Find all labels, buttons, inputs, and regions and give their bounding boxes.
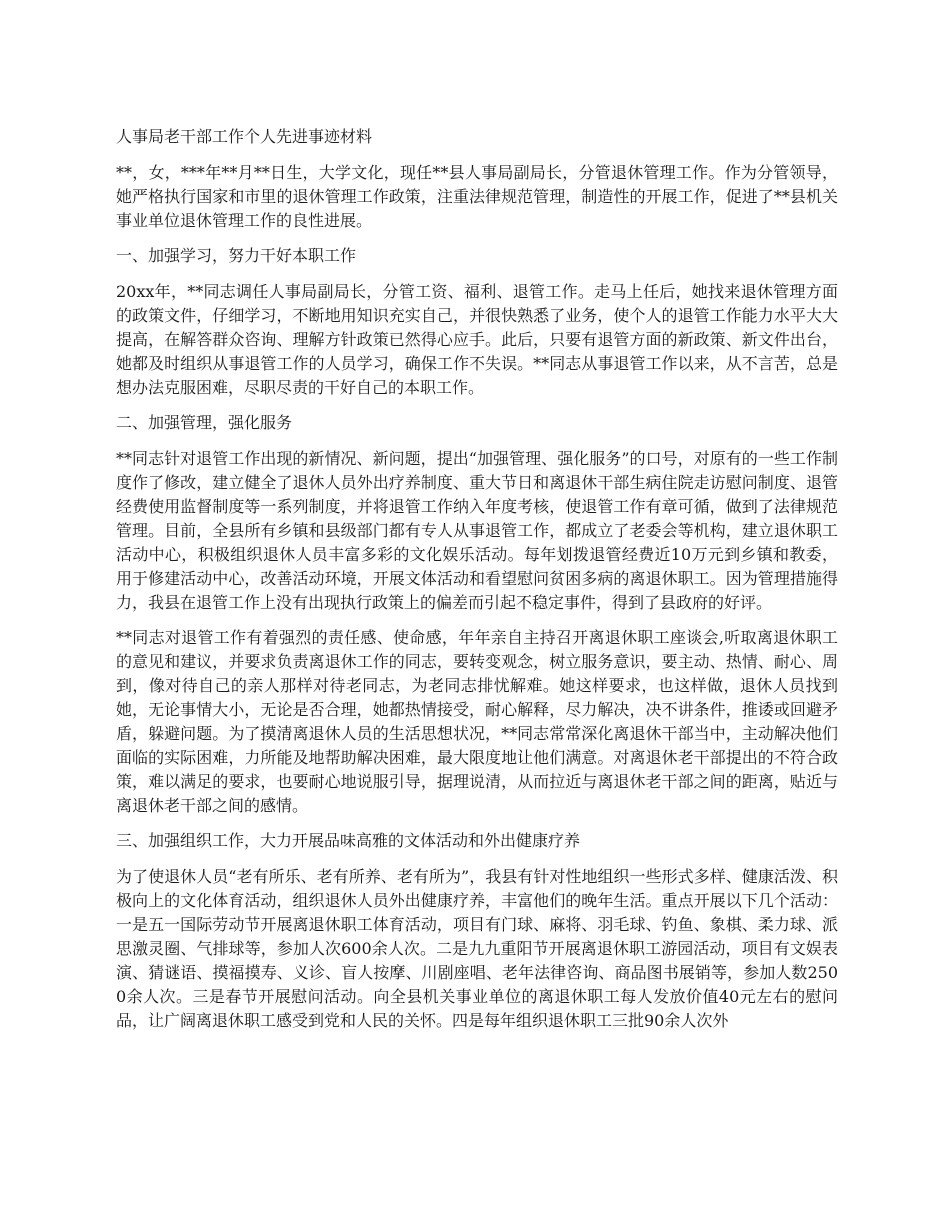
section-2-paragraph-1: **同志针对退管工作出现的新情况、新问题，提出“加强管理、强化服务”的口号，对原有的一些工作制度作了修改，建立健全了退休人员外出疗养制度、重大节日和离退休干部生病住院走访慰问制度、退管经费使用监督制度等一系列制度，并将退管工作纳入年度考核，使退管工作有章可循，做到了法律规范管理。目前，全县所有乡镇和县级部门都有专人从事退管工作，都成立了老委会等机构，建立退休职工活动中心，积极组织退休人员丰富多彩的文化娱乐活动。每年划拨退管经费近10万元到乡镇和教委，用于修建活动中心，改善活动环境，开展文体活动和看望慰问贫困多病的离退休职工。因为管理措施得力，我县在退管工作上没有出现执行政策上的偏差而引起不稳定事件，得到了县政府的好评。 xyxy=(116,449,838,612)
document-title: 人事局老干部工作个人先进事迹材料 xyxy=(116,127,373,146)
section-heading-1: 一、加强学习，努力干好本职工作 xyxy=(116,246,357,265)
intro-paragraph: **，女，***年**月**日生，大学文化，现任**县人事局副局长，分管退休管理工作。作为分管领导，她严格执行国家和市里的退休管理工作政策，注重法律规范管理，制造性的开展工作，促进了**县机关事业单位退休管理工作的良性进展。 xyxy=(116,163,838,230)
section-heading-2: 二、加强管理，强化服务 xyxy=(116,413,293,432)
section-2-paragraph-2: **同志对退管工作有着强烈的责任感、使命感，年年亲自主持召开离退休职工座谈会,听取离退休职工的意见和建议，并要求负责离退休工作的同志，要转变观念，树立服务意识，要主动、热情、耐心、周到，像对待自己的亲人那样对待老同志，为老同志排忧解难。她这样要求，也这样做，退休人员找到她，无论事情大小，无论是否合理，她都热情接受，耐心解释，尽力解决，决不讲条件，推诿或回避矛盾，躲避问题。为了摸清离退休人员的生活思想状况，**同志常常深化离退休干部当中，主动解决他们面临的实际困难，力所能及地帮助解决困难，最大限度地让他们满意。对离退休老干部提出的不符合政策，难以满足的要求，也要耐心地说服引导，据理说清，从而拉近与离退休老干部之间的距离，贴近与离退休老干部之间的感情。 xyxy=(116,628,838,815)
document-page xyxy=(116,125,838,1044)
section-1-paragraph: 20xx年，**同志调任人事局副局长，分管工资、福利、退管工作。走马上任后，她找来退休管理方面的政策文件，仔细学习，不断地用知识充实自己，并很快熟悉了业务，使个人的退管工作能力水平大大提高，在解答群众咨询、理解方针政策已然得心应手。此后，只要有退管方面的新政策、新文件出台，她都及时组织从事退管工作的人员学习，确保工作不失误。**同志从事退管工作以来，从不言苦，总是想办法克服困难，尽职尽责的干好自己的本职工作。 xyxy=(116,282,838,397)
section-3-paragraph: 为了使退休人员“老有所乐、老有所养、老有所为”，我县有针对性地组织一些形式多样、健康活泼、积极向上的文化体育活动，组织退休人员外出健康疗养，丰富他们的晚年生活。重点开展以下几个活动：一是五一国际劳动节开展离退休职工体育活动，项目有门球、麻将、羽毛球、钓鱼、象棋、柔力球、派思激灵圈、气排球等，参加人次600余人次。二是九九重阳节开展离退休职工游园活动，项目有文娱表演、猜谜语、摸福摸寿、义诊、盲人按摩、川剧座唱、老年法律咨询、商品图书展销等，参加人数2500余人次。三是春节开展慰问活动。向全县机关事业单位的离退休职工每人发放价值40元左右的慰问品，让广阔离退休职工感受到党和人民的关怀。四是每年组织退休职工三批90余人次外 xyxy=(116,867,838,1030)
section-heading-3: 三、加强组织工作，大力开展品味高雅的文体活动和外出健康疗养 xyxy=(116,831,581,850)
